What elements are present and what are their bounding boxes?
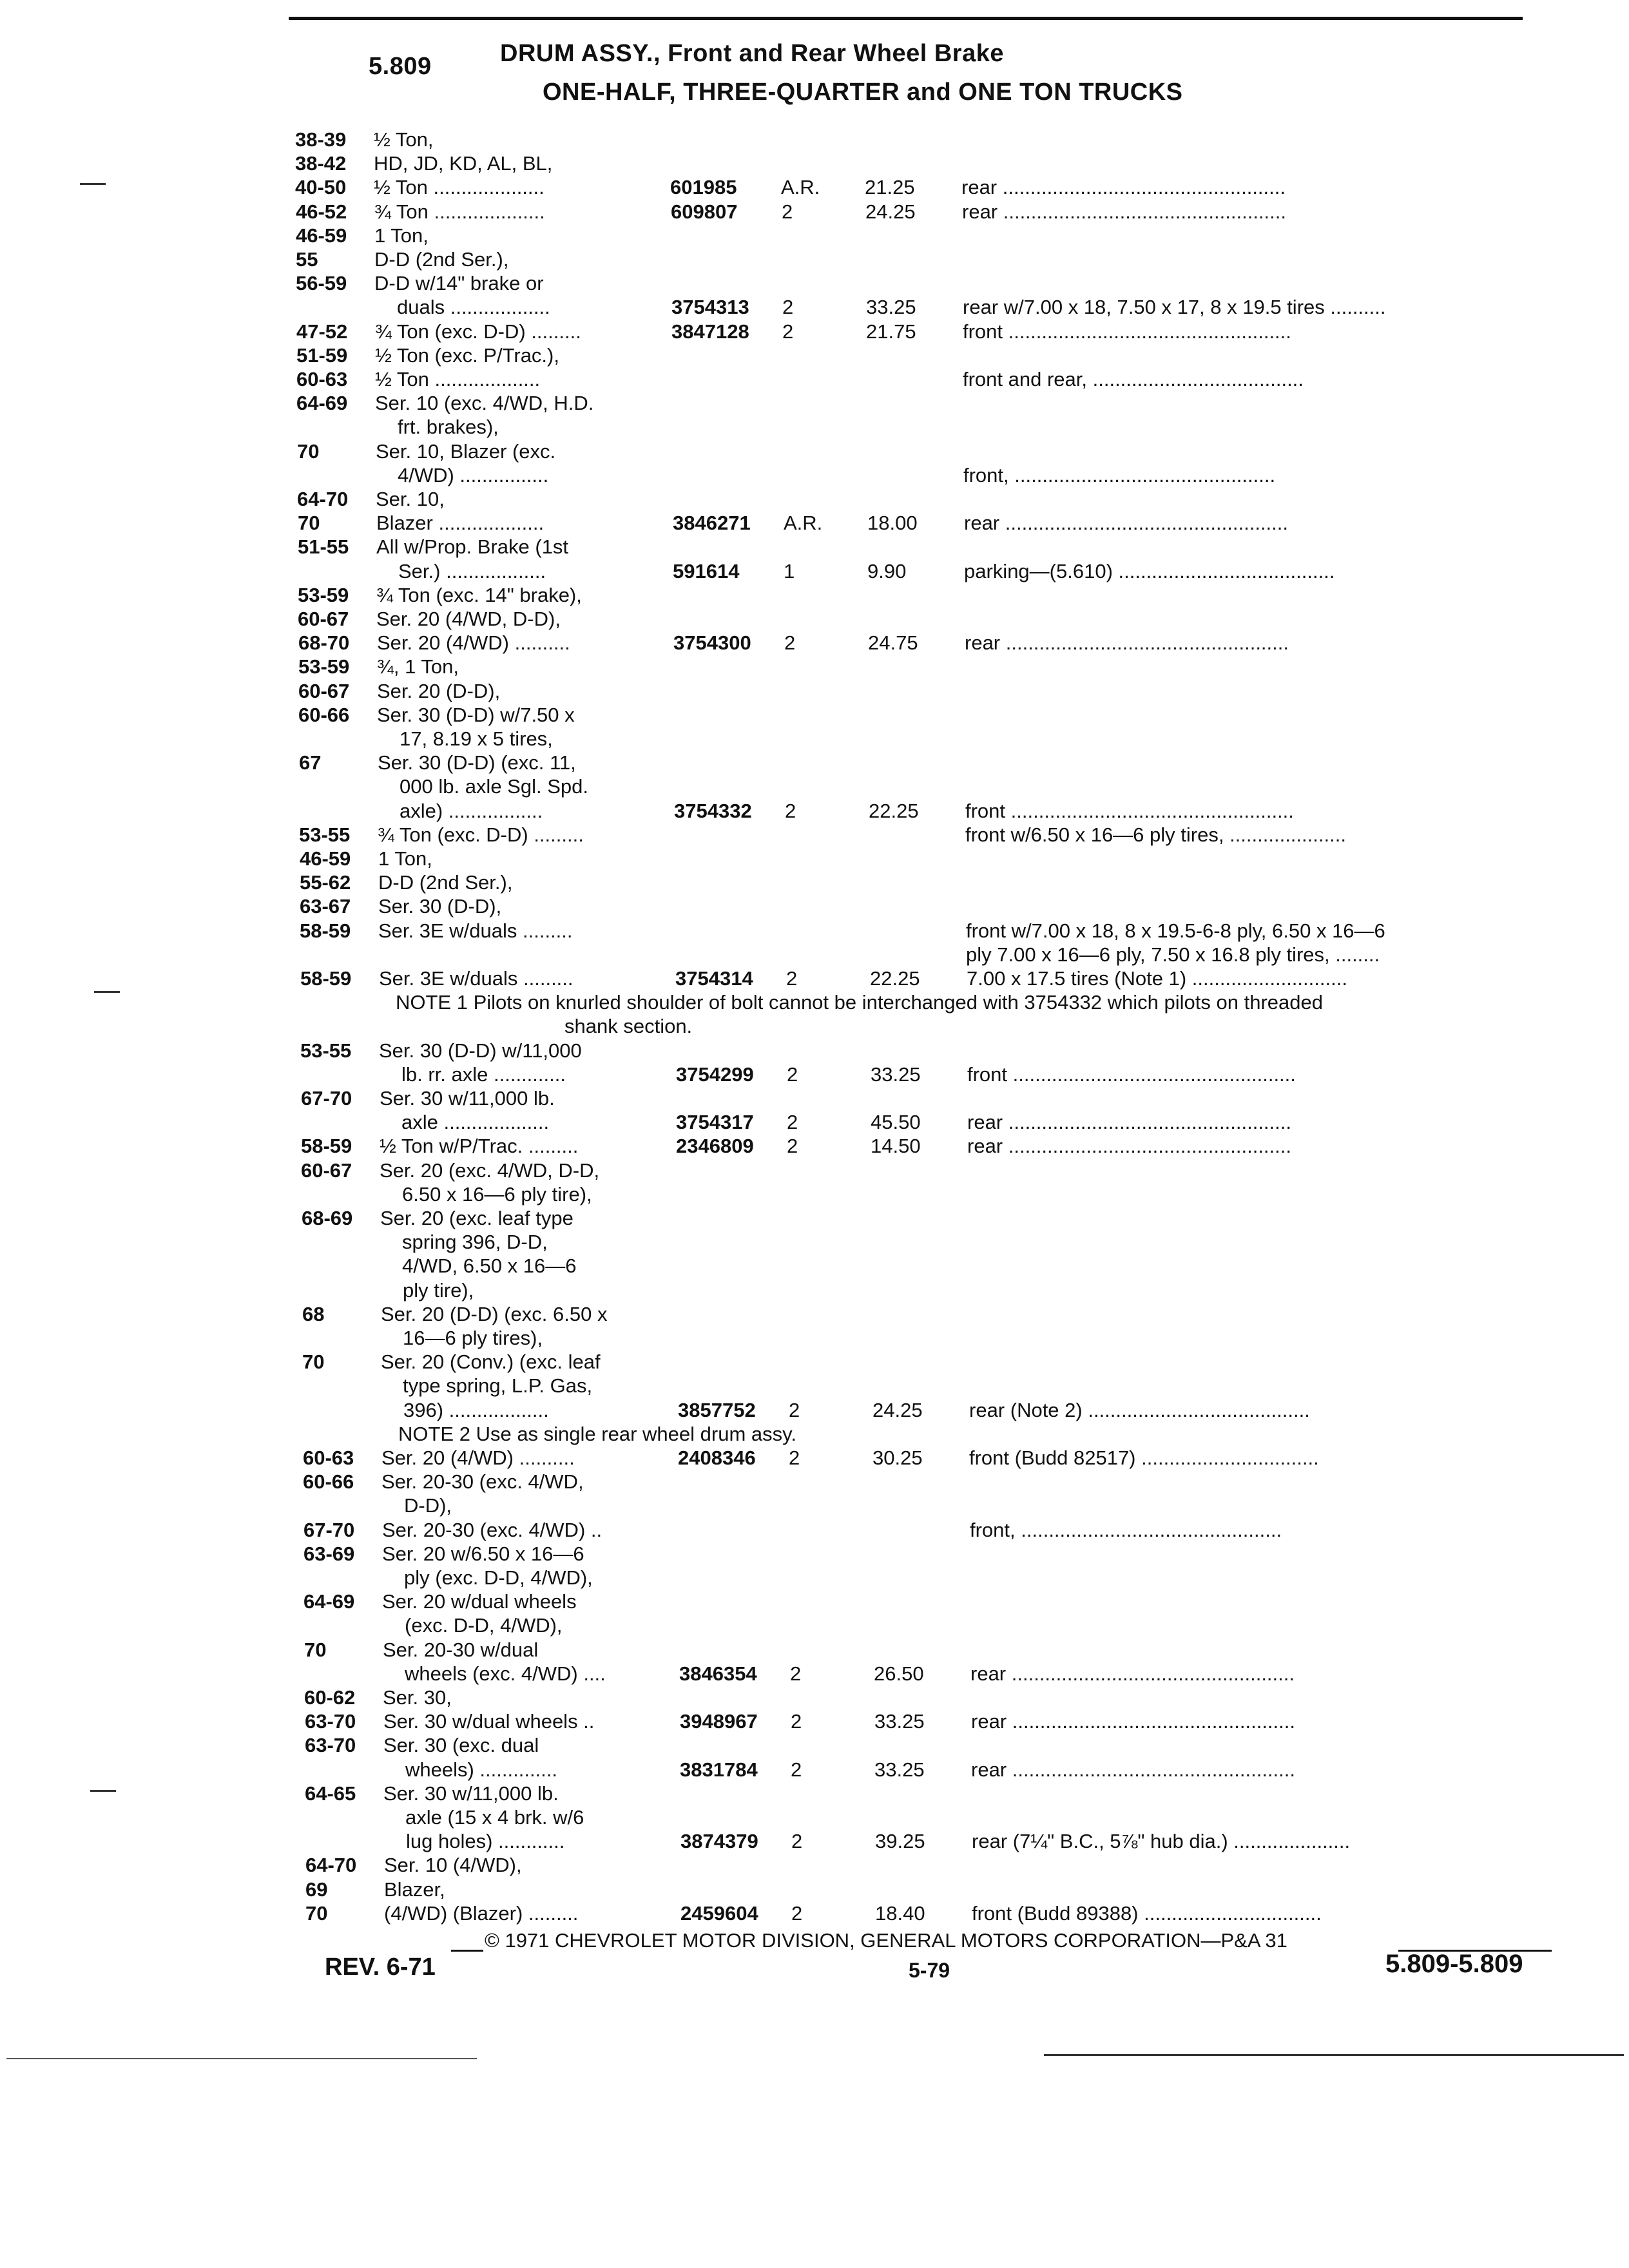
table-row [0,943,1629,966]
description: ¾ Ton (exc. D-D) ......... [375,320,581,343]
description: duals .................. [397,296,550,318]
year-range: 67-70 [304,1519,355,1541]
year-range: 38-42 [295,152,347,175]
year-range: 68-69 [302,1207,353,1229]
description: ½ Ton .................... [374,176,545,198]
price: 33.25 [866,296,916,318]
table-row [0,463,1629,487]
price: 24.25 [865,200,916,223]
year-range: 63-67 [300,895,351,918]
description: Ser. 20 (exc. 4/WD, D-D, [380,1159,600,1182]
table-row [0,1230,1629,1254]
quantity: 2 [791,1902,803,1925]
top-rule [289,17,1523,20]
year-range: 67 [299,751,322,774]
description: 4/WD) ................ [398,464,549,486]
description: Ser. 20 (D-D) (exc. 6.50 x [381,1303,608,1325]
year-range: 46-59 [300,847,351,870]
table-row [0,919,1629,943]
part-number: 601985 [670,176,737,198]
usage: rear ................................................... [964,512,1288,534]
description: ½ Ton w/P/Trac. ......... [380,1135,579,1157]
table-row [0,1014,1629,1038]
year-range: 53-55 [299,823,351,846]
description: 000 lb. axle Sgl. Spd. [400,775,588,798]
year-range: 53-59 [298,584,349,606]
table-row [0,175,1629,199]
quantity: 2 [790,1662,802,1685]
usage: 7.00 x 17.5 tires (Note 1) ............................ [967,967,1347,990]
description: D-D (2nd Ser.), [378,871,513,894]
description: Ser. 3E w/duals ......... [378,919,573,942]
usage: rear ................................................... [962,200,1286,223]
part-number: 3948967 [680,1710,758,1733]
description: lb. rr. axle ............. [401,1063,566,1086]
table-row [0,1254,1629,1278]
table-row [0,870,1629,894]
description: Ser. 10, Blazer (exc. [376,440,556,463]
year-range: 46-59 [296,224,347,247]
table-row [0,1853,1629,1877]
table-row [0,1686,1629,1709]
year-range: 55-62 [300,871,351,894]
price: 45.50 [871,1111,921,1133]
table-row [0,343,1629,367]
table-row [0,535,1629,559]
table-row [0,799,1629,823]
usage: front (Budd 89388) ................................ [972,1902,1322,1925]
copyright-line: © 1971 CHEVROLET MOTOR DIVISION, GENERAL MOTORS CORPORATION—P&A 31 [485,1929,1287,1952]
table-row [0,295,1629,319]
page-number: 5-79 [909,1959,950,1982]
year-range: 70 [304,1639,327,1661]
table-row [0,200,1629,224]
quantity: A.R. [781,176,820,198]
table-row [0,1733,1629,1757]
year-range: 56-59 [296,272,347,294]
table-row [0,583,1629,607]
description: Ser. 30 w/11,000 lb. [380,1087,555,1110]
year-range: 60-67 [298,608,349,630]
usage: rear ................................................... [970,1662,1295,1685]
description: 16—6 ply tires), [403,1327,543,1349]
description: All w/Prop. Brake (1st [376,535,569,558]
table-row [0,1278,1629,1302]
year-range: 58-59 [300,967,352,990]
table-row [0,727,1629,751]
quantity: 2 [787,1111,798,1133]
part-number: 2459604 [680,1902,758,1925]
description: Ser. 30 (D-D) (exc. 11, [378,751,576,774]
table-row [0,631,1629,655]
year-range: 60-62 [304,1686,356,1709]
description: Ser. 10 (exc. 4/WD, H.D. [375,392,594,414]
part-number: 3846354 [679,1662,757,1685]
margin-mark [94,991,120,993]
part-number: 3754332 [674,800,752,822]
year-range: 51-55 [298,535,349,558]
description: Ser.) .................. [398,560,546,582]
description: ¾ Ton (exc. D-D) ......... [378,823,584,846]
table-row [0,1590,1629,1613]
year-range: 64-70 [305,1854,357,1876]
table-row [0,1062,1629,1086]
table-row [0,1039,1629,1062]
part-number: 3754300 [673,631,751,654]
bottom-scan-line-right [1044,2054,1624,2056]
table-row [0,247,1629,271]
description: Ser. 20-30 (exc. 4/WD) .. [382,1519,602,1541]
description: Ser. 20-30 w/dual [383,1639,539,1661]
description: ½ Ton (exc. P/Trac.), [375,344,559,367]
year-range: 60-67 [301,1159,352,1182]
description: HD, JD, KD, AL, BL, [374,152,553,175]
table-row [0,774,1629,798]
page-title: DRUM ASSY., Front and Rear Wheel Brake [500,40,1004,67]
table-row [0,415,1629,439]
usage: front w/6.50 x 16—6 ply tires, ..................... [965,823,1346,846]
table-row [0,966,1629,990]
table-row [0,1566,1629,1590]
table-row [0,151,1629,175]
table-row [0,751,1629,774]
year-range: 63-70 [305,1710,356,1733]
part-number: 2408346 [678,1446,756,1469]
description: Ser. 30, [383,1686,452,1709]
year-range: 51-59 [296,344,348,367]
year-range: 63-69 [304,1542,355,1565]
table-row [0,1182,1629,1206]
quantity: 2 [782,200,793,223]
year-range: 64-65 [305,1782,356,1805]
year-range: 64-69 [296,392,348,414]
table-row [0,703,1629,727]
description: ¾ Ton (exc. 14" brake), [376,584,582,606]
table-row [0,391,1629,415]
year-range: 60-66 [303,1470,354,1493]
year-range: 70 [297,440,320,463]
year-range: 55 [296,248,318,271]
year-range: 64-70 [297,488,349,510]
year-range: 70 [302,1350,325,1373]
usage: rear (Note 2) ........................................ [969,1399,1310,1421]
description: ply tire), [403,1279,474,1302]
description: frt. brakes), [398,416,499,438]
part-number: 3874379 [680,1830,758,1852]
part-number: 2346809 [676,1135,754,1157]
description: D-D (2nd Ser.), [374,248,509,271]
description: type spring, L.P. Gas, [403,1374,593,1397]
part-number: 3754299 [676,1063,754,1086]
table-row [0,367,1629,391]
quantity: 2 [786,967,798,990]
table-row [0,1901,1629,1925]
description: Ser. 20-30 (exc. 4/WD, [381,1470,584,1493]
price: 22.25 [870,967,920,990]
table-row [0,1613,1629,1637]
usage: front, ............................................... [963,464,1276,486]
table-row [0,511,1629,535]
table-row [0,1758,1629,1782]
year-range: 60-63 [296,368,348,390]
quantity: 2 [782,296,794,318]
price: 33.25 [871,1063,921,1086]
description: Ser. 30 (D-D), [378,895,502,918]
quantity: 2 [787,1063,798,1086]
table-row [0,894,1629,918]
table-row [0,128,1629,151]
table-row [0,1422,1629,1446]
table-row [0,1638,1629,1662]
description: wheels) .............. [405,1758,558,1781]
description: 4/WD, 6.50 x 16—6 [402,1254,577,1277]
usage: parking—(5.610) ....................................... [964,560,1335,582]
description: Ser. 20 w/dual wheels [382,1590,577,1613]
year-range: 63-70 [305,1734,356,1756]
description: (4/WD) (Blazer) ......... [384,1902,579,1925]
year-range: 64-69 [304,1590,355,1613]
table-row [0,1662,1629,1686]
usage: rear ................................................... [971,1710,1295,1733]
usage: front and rear, ...................................... [963,368,1304,390]
description: ½ Ton ................... [375,368,541,390]
description: lug holes) ............ [406,1830,565,1852]
year-range: 58-59 [301,1135,352,1157]
table-row [0,847,1629,870]
year-range: 69 [305,1878,328,1901]
quantity: 2 [791,1710,802,1733]
price: 30.25 [872,1446,923,1469]
usage: ply 7.00 x 16—6 ply, 7.50 x 16.8 ply tires, ........ [966,943,1380,966]
table-row [0,1709,1629,1733]
table-row [0,1829,1629,1853]
table-row [0,1470,1629,1494]
table-row [0,990,1629,1014]
price: 26.50 [874,1662,924,1685]
table-row [0,559,1629,583]
table-row [0,1086,1629,1110]
description: Ser. 30 w/dual wheels .. [383,1710,595,1733]
usage: rear (7¼" B.C., 5⅞" hub dia.) ..................... [972,1830,1351,1852]
description: Ser. 30 (D-D) w/11,000 [379,1039,582,1062]
description: NOTE 1 Pilots on knurled shoulder of bolt cannot be interchanged with 3754332 which pilots on threaded [396,991,1323,1014]
usage: rear w/7.00 x 18, 7.50 x 17, 8 x 19.5 tires .......... [963,296,1386,318]
price: 33.25 [874,1758,925,1781]
usage: front ................................................... [967,1063,1296,1086]
price: 18.00 [867,512,918,534]
price: 22.25 [869,800,919,822]
table-row [0,679,1629,703]
description: ¾, 1 Ton, [377,655,459,678]
quantity: 2 [782,320,794,343]
year-range: 68-70 [298,631,350,654]
description: shank section. [564,1015,693,1037]
description: ½ Ton, [374,128,434,151]
table-row [0,1446,1629,1470]
price: 39.25 [875,1830,925,1852]
revision-label: REV. 6-71 [325,1954,436,1981]
usage: rear ................................................... [965,631,1289,654]
year-range: 40-50 [295,176,347,198]
usage: front (Budd 82517) ................................ [969,1446,1319,1469]
usage: front ................................................... [965,800,1294,822]
description: Ser. 30 w/11,000 lb. [383,1782,559,1805]
price: 24.25 [872,1399,923,1421]
table-row [0,271,1629,295]
table-row [0,1398,1629,1422]
description: axle (15 x 4 brk. w/6 [405,1806,584,1829]
table-row [0,655,1629,678]
description: 1 Ton, [374,224,429,247]
bottom-scan-line-left [6,2058,477,2059]
description: D-D w/14" brake or [374,272,544,294]
description: NOTE 2 Use as single rear wheel drum assy. [398,1423,796,1445]
description: wheels (exc. 4/WD) .... [405,1662,606,1685]
year-range: 47-52 [296,320,348,343]
quantity: 2 [789,1446,800,1469]
table-row [0,1350,1629,1374]
quantity: 2 [787,1135,798,1157]
year-range: 58-59 [300,919,351,942]
usage: front ................................................... [963,320,1291,343]
description: spring 396, D-D, [402,1231,548,1253]
part-number: 3754314 [675,967,753,990]
quantity: A.R. [784,512,823,534]
price: 18.40 [875,1902,925,1925]
usage: rear ................................................... [961,176,1286,198]
description: 396) .................. [403,1399,549,1421]
section-range: 5.809-5.809 [1385,1950,1523,1978]
usage: front w/7.00 x 18, 8 x 19.5-6-8 ply, 6.50 x 16—6 [966,919,1385,942]
part-number: 3857752 [678,1399,756,1421]
description: Ser. 20 (D-D), [377,680,501,702]
table-row [0,1518,1629,1542]
table-row [0,1110,1629,1134]
description: Ser. 3E w/duals ......... [379,967,574,990]
price: 9.90 [867,560,907,582]
usage: front, ............................................... [970,1519,1282,1541]
year-range: 60-63 [303,1446,354,1469]
quantity: 2 [789,1399,800,1421]
table-row [0,1542,1629,1566]
description: Ser. 20 (Conv.) (exc. leaf [381,1350,601,1373]
description: axle ................... [401,1111,550,1133]
price: 33.25 [874,1710,925,1733]
price: 24.75 [868,631,918,654]
year-range: 70 [305,1902,328,1925]
description: Ser. 20 (exc. leaf type [380,1207,574,1229]
year-range: 67-70 [301,1087,352,1110]
part-number: 3754317 [676,1111,754,1133]
description: Blazer ................... [376,512,545,534]
usage: rear ................................................... [971,1758,1295,1781]
table-row [0,1206,1629,1230]
table-row [0,823,1629,847]
part-number: 609807 [671,200,738,223]
part-number: 3754313 [671,296,749,318]
year-range: 60-67 [298,680,350,702]
year-range: 60-66 [298,704,350,726]
year-range: 53-59 [298,655,350,678]
description: (exc. D-D, 4/WD), [405,1614,563,1637]
table-row [0,1782,1629,1805]
description: Ser. 20 w/6.50 x 16—6 [382,1542,584,1565]
page-subtitle: ONE-HALF, THREE-QUARTER and ONE TON TRUCKS [543,79,1183,106]
description: Ser. 20 (4/WD) .......... [377,631,570,654]
description: Ser. 10 (4/WD), [384,1854,522,1876]
quantity: 2 [785,800,796,822]
year-range: 53-55 [300,1039,352,1062]
year-range: 38-39 [295,128,347,151]
part-number: 3846271 [673,512,751,534]
part-number: 3847128 [671,320,749,343]
table-row [0,1158,1629,1182]
table-row [0,439,1629,463]
table-row [0,1878,1629,1901]
description: Ser. 30 (D-D) w/7.50 x [377,704,575,726]
quantity: 2 [784,631,796,654]
table-row [0,1805,1629,1829]
quantity: 2 [791,1758,802,1781]
description: 1 Ton, [378,847,432,870]
year-range: 68 [302,1303,325,1325]
usage: rear ................................................... [967,1111,1291,1133]
margin-mark [90,1790,116,1792]
table-row [0,1326,1629,1350]
description: Ser. 10, [376,488,445,510]
table-row [0,320,1629,343]
margin-mark [80,183,106,185]
description: ply (exc. D-D, 4/WD), [404,1566,593,1589]
description: Blazer, [384,1878,445,1901]
table-row [0,487,1629,511]
table-row [0,607,1629,631]
year-range: 70 [298,512,320,534]
description: axle) ................. [400,800,543,822]
table-row [0,1302,1629,1326]
table-row [0,1374,1629,1398]
year-range: 46-52 [296,200,347,223]
quantity: 1 [784,560,795,582]
description: 17, 8.19 x 5 tires, [400,727,553,750]
description: Ser. 30 (exc. dual [383,1734,539,1756]
description: 6.50 x 16—6 ply tire), [402,1183,592,1206]
description: ¾ Ton .................... [374,200,545,223]
footer-rule-left [451,1950,483,1952]
part-number: 3831784 [680,1758,758,1781]
description: Ser. 20 (4/WD) .......... [381,1446,575,1469]
description: Ser. 20 (4/WD, D-D), [376,608,561,630]
price: 14.50 [871,1135,921,1157]
part-number: 591614 [673,560,740,582]
table-row [0,1134,1629,1158]
usage: rear ................................................... [967,1135,1291,1157]
quantity: 2 [791,1830,803,1852]
table-row [0,224,1629,247]
price: 21.25 [865,176,915,198]
table-row [0,1494,1629,1517]
description: D-D), [404,1494,452,1517]
section-number: 5.809 [369,53,432,80]
price: 21.75 [866,320,916,343]
